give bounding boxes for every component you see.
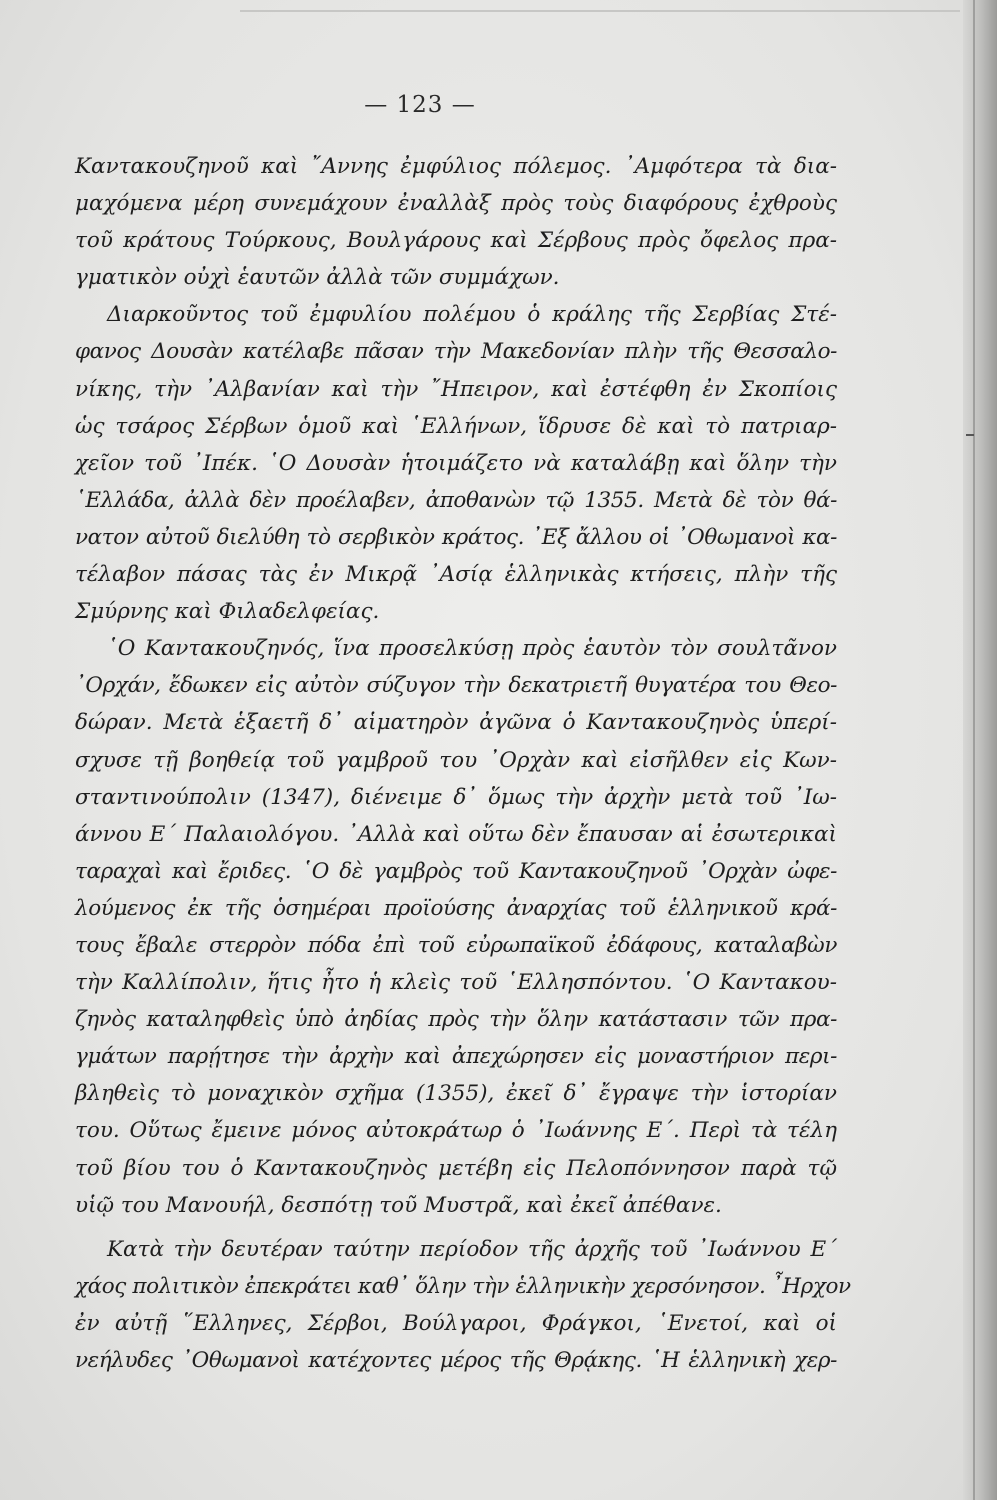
text-line: δώραν. Μετὰ ἑξαετῆ δ᾿ αἱματηρὸν ἀγῶνα ὁ Καντακουζηνὸς ὑπερί- xyxy=(75,710,837,736)
text-line: ῾Ο Καντακουζηνός, ἵνα προσελκύσῃ πρὸς ἑαυτὸν τὸν σουλτᾶνον xyxy=(107,636,837,662)
text-line: βληθεὶς τὸ μοναχικὸν σχῆμα (1355), ἐκεῖ δ᾿ ἔγραψε τὴν ἱστορίαν xyxy=(75,1081,837,1107)
text-line: άννου Ε΄ Παλαιολόγου. ᾿Αλλὰ καὶ οὕτω δὲν ἔπαυσαν αἱ ἐσωτερικαὶ xyxy=(75,821,837,847)
text-line: ζηνὸς καταληφθεὶς ὑπὸ ἀηδίας πρὸς τὴν ὅλην κατάστασιν τῶν πρα- xyxy=(75,1007,837,1033)
paragraph xyxy=(75,296,837,630)
text-line: τέλαβον πάσας τὰς ἐν Μικρᾷ ᾿Ασίᾳ ἑλληνικὰς κτήσεις, πλὴν τῆς xyxy=(75,562,837,588)
text-line: ῾Ελλάδα, ἀλλὰ δὲν προέλαβεν, ἀποθανὼν τῷ 1355. Μετὰ δὲ τὸν θά- xyxy=(75,487,837,513)
text-line: γματικὸν οὐχὶ ἑαυτῶν ἀλλὰ τῶν συμμάχων. xyxy=(75,265,560,291)
text-line: ταραχαὶ καὶ ἔριδες. ῾Ο δὲ γαμβρὸς τοῦ Καντακουζηνοῦ ᾿Ορχὰν ὠφε- xyxy=(75,858,837,884)
text-line: νεήλυδες ᾿Οθωμανοὶ κατέχοντες μέρος τῆς Θρᾴκης. ῾Η ἑλληνικὴ χερ- xyxy=(75,1348,837,1373)
text-line: ὡς τσάρος Σέρβων ὁμοῦ καὶ ῾Ελλήνων, ἵδρυσε δὲ καὶ τὸ πατριαρ- xyxy=(75,413,837,439)
text-line: Καντακουζηνοῦ καὶ ῎Αννης ἐμφύλιος πόλεμος. ᾿Αμφότερα τὰ δια- xyxy=(75,154,837,179)
text-line: σταντινούπολιν (1347), διένειμε δ᾿ ὅμως τὴν ἀρχὴν μετὰ τοῦ ᾿Ιω- xyxy=(75,784,837,810)
text-line: τους ἔβαλε στερρὸν πόδα ἐπὶ τοῦ εὐρωπαϊκοῦ ἐδάφους, καταλαβὼν xyxy=(75,932,837,958)
text-line: του. Οὕτως ἔμεινε μόνος αὐτοκράτωρ ὁ ᾿Ιωάννης Ε΄. Περὶ τὰ τέλη xyxy=(75,1118,837,1144)
margin-mark xyxy=(966,434,974,436)
text-line: υἱῷ του Μανουήλ, δεσπότῃ τοῦ Μυστρᾶ, καὶ ἐκεῖ ἀπέθανε. xyxy=(75,1192,722,1218)
text-line: ᾿Ορχάν, ἔδωκεν εἰς αὐτὸν σύζυγον τὴν δεκατριετῆ θυγατέρα του Θεο- xyxy=(75,673,837,699)
paragraph xyxy=(75,630,837,1224)
text-line: σχυσε τῇ βοηθείᾳ τοῦ γαμβροῦ του ᾿Ορχὰν καὶ εἰσῆλθεν εἰς Κων- xyxy=(75,747,837,773)
page-number: — 123 — xyxy=(364,92,476,118)
paragraph-gap xyxy=(75,1224,837,1231)
text-line: χάος πολιτικὸν ἐπεκράτει καθ᾿ ὅλην τὴν ἑλληνικὴν χερσόνησον. ῏Ηρχον xyxy=(75,1273,851,1299)
text-line: νατον αὐτοῦ διελύθη τὸ σερβικὸν κράτος. ᾿Εξ ἄλλου οἱ ᾿Οθωμανοὶ κα- xyxy=(75,524,837,550)
text-line: τὴν Καλλίπολιν, ἥτις ἦτο ἡ κλεὶς τοῦ ῾Ελλησπόντου. ῾Ο Καντακου- xyxy=(75,970,837,996)
text-line: μαχόμενα μέρη συνεμάχουν ἐναλλὰξ πρὸς τοὺς διαφόρους ἐχθροὺς xyxy=(75,191,837,217)
text-line: Διαρκοῦντος τοῦ ἐμφυλίου πολέμου ὁ κράλης τῆς Σερβίας Στέ- xyxy=(107,302,837,328)
text-line: Σμύρνης καὶ Φιλαδελφείας. xyxy=(75,599,380,625)
text-line: νίκης, τὴν ᾿Αλβανίαν καὶ τὴν ῎Ηπειρον, καὶ ἐστέφθη ἐν Σκοπίοις xyxy=(75,376,837,402)
text-line: λούμενος ἐκ τῆς ὁσημέραι προϊούσης ἀναρχίας τοῦ ἑλληνικοῦ κρά- xyxy=(75,895,837,921)
text-line: τοῦ κράτους Τούρκους, Βουλγάρους καὶ Σέρβους πρὸς ὄφελος πρα- xyxy=(75,228,837,254)
text-line: φανος Δουσὰν κατέλαβε πᾶσαν τὴν Μακεδονίαν πλὴν τῆς Θεσσαλο- xyxy=(75,339,837,365)
text-line: τοῦ βίου του ὁ Καντακουζηνὸς μετέβη εἰς Πελοπόννησον παρὰ τῷ xyxy=(75,1155,837,1181)
book-spine-shadow xyxy=(963,0,997,1500)
paragraph xyxy=(75,1231,851,1379)
page-edge-line xyxy=(240,10,960,12)
body-text xyxy=(75,148,851,1379)
text-line: γμάτων παρῄτησε τὴν ἀρχὴν καὶ ἀπεχώρησεν εἰς μοναστήριον περι- xyxy=(75,1044,837,1070)
spine-crease xyxy=(973,0,975,1500)
text-line: ἐν αὐτῇ ῞Ελληνες, Σέρβοι, Βούλγαροι, Φράγκοι, ῾Ενετοί, καὶ οἱ xyxy=(75,1310,837,1336)
paragraph xyxy=(75,148,837,296)
text-line: Κατὰ τὴν δευτέραν ταύτην περίοδον τῆς ἀρχῆς τοῦ ᾿Ιωάννου Ε΄ xyxy=(107,1236,837,1262)
text-line: χεῖον τοῦ ᾿Ιπέκ. ῾Ο Δουσὰν ἡτοιμάζετο νὰ καταλάβῃ καὶ ὅλην τὴν xyxy=(75,450,837,476)
